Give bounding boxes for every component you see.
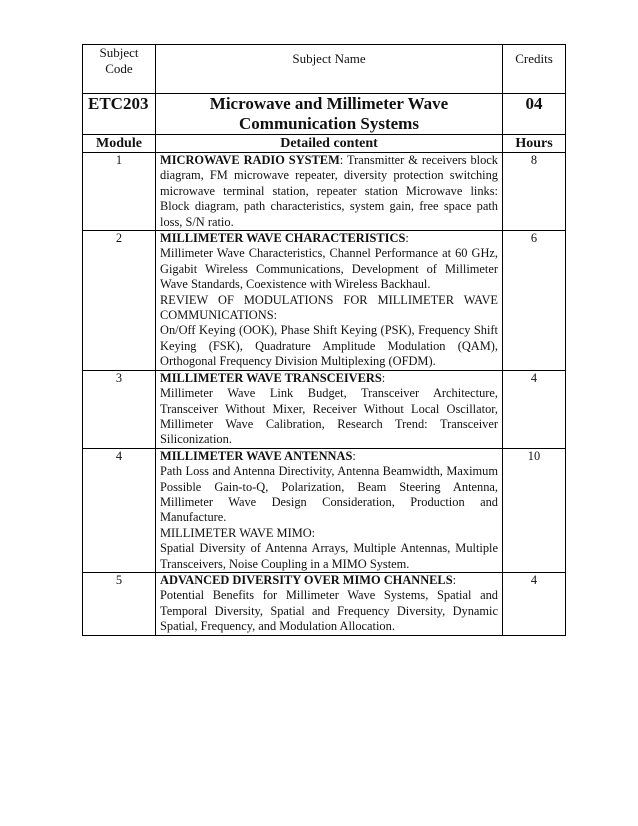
content-column-header: Detailed content xyxy=(156,135,503,153)
module-title-suffix: : xyxy=(452,572,457,587)
module-row-4 xyxy=(83,448,566,572)
syllabus-table xyxy=(82,44,566,636)
module-title-suffix: : xyxy=(339,153,344,167)
module-content xyxy=(156,153,503,231)
module-number: 1 xyxy=(83,153,156,231)
module-subheading: REVIEW OF MODULATIONS FOR MILLIMETER WAVE COMMUNICATIONS: xyxy=(160,292,498,323)
module-column-header: Module xyxy=(83,135,156,153)
credits-label: Credits xyxy=(503,45,566,94)
module-text: Potential Benefits for Millimeter Wave Systems, Spatial and Temporal Diversity, Spatial and Frequency Diversity, Dynamic Spatial, Frequency, and Modulation Allocation. xyxy=(160,588,498,634)
module-subheading: MILLIMETER WAVE MIMO: xyxy=(160,525,316,540)
module-text: Millimeter Wave Link Budget, Transceiver Architecture, Transceiver Without Mixer, Receiver Without Local Oscillator, Millimeter Wave Calibration, Research Trend: Transceiver Siliconization. xyxy=(160,386,498,447)
module-row-5 xyxy=(83,572,566,635)
module-content xyxy=(156,370,503,448)
module-content xyxy=(156,448,503,572)
header-row xyxy=(83,45,566,94)
module-number: 3 xyxy=(83,370,156,448)
column-header-row xyxy=(83,135,566,153)
module-hours: 4 xyxy=(503,572,566,635)
module-title: MILLIMETER WAVE CHARACTERISTICS xyxy=(160,231,406,246)
module-title-suffix: : xyxy=(352,448,356,463)
subject-credits: 04 xyxy=(503,94,566,135)
module-number: 4 xyxy=(83,448,156,572)
module-hours: 6 xyxy=(503,231,566,371)
module-text: Transmitter & receivers block diagram, FM microwave repeater, diversity protection switching microwave terminal station, repeater station Microwave links: Block diagram, path characteristics, system gain, free space path loss, S/N ratio. xyxy=(160,153,498,229)
subject-code-label: Subject Code xyxy=(83,45,156,94)
module-content xyxy=(156,572,503,635)
module-title-suffix: : xyxy=(405,231,409,246)
module-text-2: On/Off Keying (OOK), Phase Shift Keying (PSK), Frequency Shift Keying (FSK), Quadrature Amplitude Modulation (QAM), Orthogonal Frequency Division Multiplexing (OFDM). xyxy=(160,323,498,369)
module-title-suffix: : xyxy=(381,370,386,385)
module-text-2: Spatial Diversity of Antenna Arrays, Multiple Antennas, Multiple Transceivers, Noise Coupling in a MIMO System. xyxy=(160,541,498,571)
module-number: 2 xyxy=(83,231,156,371)
module-text: Millimeter Wave Characteristics, Channel Performance at 60 GHz, Gigabit Wireless Communications, Development of Millimeter Wave Standards, Coexistence with Wireless Backhaul. xyxy=(160,246,498,292)
module-hours: 4 xyxy=(503,370,566,448)
hours-column-header: Hours xyxy=(503,135,566,153)
subject-code: ETC203 xyxy=(83,94,156,135)
module-title: MILLIMETER WAVE ANTENNAS xyxy=(160,448,353,463)
module-title: MICROWAVE RADIO SYSTEM xyxy=(160,153,340,167)
module-hours: 10 xyxy=(503,448,566,572)
subject-name-label: Subject Name xyxy=(156,45,503,94)
subject-row xyxy=(83,94,566,135)
module-number: 5 xyxy=(83,572,156,635)
module-content xyxy=(156,231,503,371)
subject-name: Microwave and Millimeter Wave Communication Systems xyxy=(156,94,503,135)
module-title: ADVANCED DIVERSITY OVER MIMO CHANNELS xyxy=(160,572,453,587)
module-row-2 xyxy=(83,231,566,371)
module-row-3 xyxy=(83,370,566,448)
module-row-1 xyxy=(83,153,566,231)
module-text: Path Loss and Antenna Directivity, Antenna Beamwidth, Maximum Possible Gain-to-Q, Polarization, Beam Steering Antenna, Millimeter Wave Design Consideration, Production and Manufacture. xyxy=(160,464,498,525)
module-hours: 8 xyxy=(503,153,566,231)
module-title: MILLIMETER WAVE TRANSCEIVERS xyxy=(160,370,382,385)
